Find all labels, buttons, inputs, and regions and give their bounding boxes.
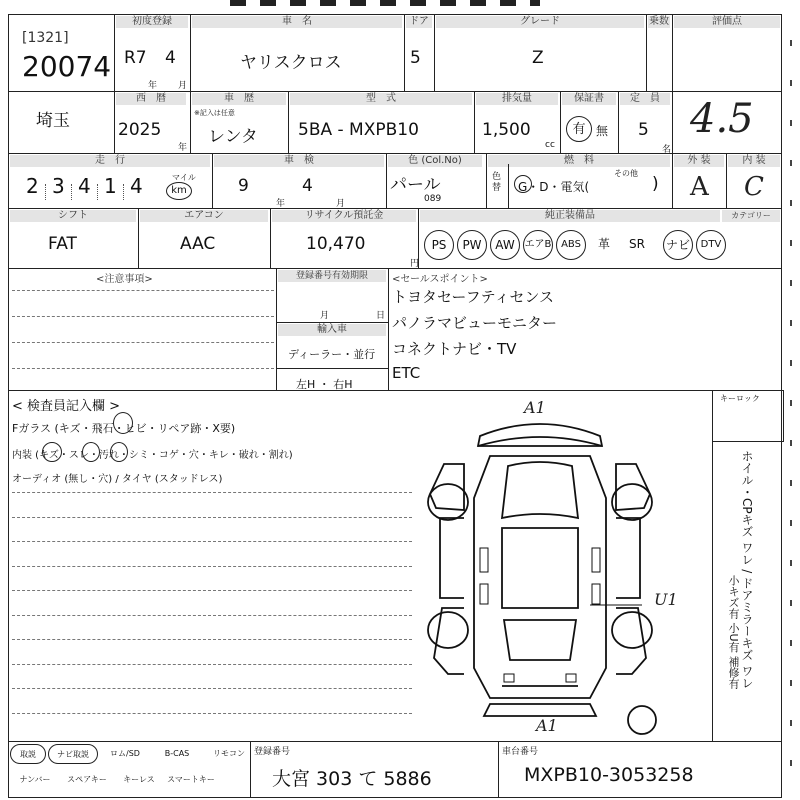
mileage-digit: 2 bbox=[26, 174, 39, 198]
interior-mark-3 bbox=[110, 442, 128, 462]
inspection-line bbox=[12, 541, 412, 542]
year-unit: 年 bbox=[148, 81, 158, 91]
right-edge-dashes bbox=[790, 40, 792, 780]
equipment-item: DTV bbox=[696, 230, 726, 260]
mileage-label: 走 行 bbox=[10, 155, 210, 167]
damage-mark-side: U1 bbox=[654, 590, 678, 609]
inspection-title: < 検査員記入欄 > bbox=[12, 399, 121, 414]
plate-value: 大宮 303 て 5886 bbox=[272, 768, 432, 790]
footer-check-item: スマートキー bbox=[167, 775, 215, 784]
ac-label: エアコン bbox=[140, 210, 268, 222]
inspection-line-3: オーディオ (無し・穴) / タイヤ (スタッドレス) bbox=[12, 474, 223, 485]
sales-point: ETC bbox=[392, 364, 421, 382]
footer-check-item: ロム/SD bbox=[110, 749, 140, 758]
history-note: ※記入は任意 bbox=[194, 109, 235, 117]
inspection-line bbox=[12, 664, 412, 665]
reg-expiry-label: 登録番号有効期限 bbox=[278, 270, 386, 282]
yen-unit: 円 bbox=[410, 259, 420, 269]
inspection-line-1: Fガラス (キズ・飛石・ヒビ・リペア跡・X要) bbox=[12, 422, 236, 435]
score-label: 評価点 bbox=[674, 16, 780, 28]
fuel-side-label: 色替 bbox=[492, 172, 502, 193]
clipped-title-strip bbox=[230, 0, 540, 6]
equipment-item: SR bbox=[629, 237, 645, 251]
history-value: レンタ bbox=[208, 127, 258, 147]
recycle-value: 10,470 bbox=[306, 234, 366, 254]
equipment-row bbox=[420, 230, 782, 264]
reg-expiry-month: 月 bbox=[320, 311, 330, 321]
fuel-label: 燃 料 bbox=[488, 155, 670, 167]
shaken-year-unit: 年 bbox=[276, 199, 286, 209]
steering: 左H ・ 右H bbox=[296, 378, 353, 391]
import-label: 輸入車 bbox=[278, 324, 386, 336]
footer-check-item: リモコン bbox=[213, 749, 245, 758]
footer-check-item: スペアキー bbox=[67, 775, 107, 784]
exterior-label: 外 装 bbox=[674, 155, 724, 167]
lot-number: 20074 bbox=[22, 50, 112, 83]
side-note-1: ホイル・CPキズ ワレ / ドアミラーキズ ワレ bbox=[740, 450, 754, 689]
sales-point: パノラマビューモニター bbox=[392, 314, 558, 332]
inspection-line bbox=[12, 639, 412, 640]
equipment-item: 革 bbox=[597, 237, 610, 251]
reg-expiry-day: 日 bbox=[376, 311, 386, 321]
inspection-line bbox=[12, 517, 412, 518]
keylock-label: キーロック bbox=[720, 394, 760, 403]
shaken-year: 9 bbox=[238, 176, 249, 196]
damage-mark-rear: A1 bbox=[536, 716, 558, 735]
equipment-item: PW bbox=[457, 230, 487, 260]
inspection-line bbox=[12, 688, 412, 689]
mileage-digit: 3 bbox=[52, 174, 65, 198]
displacement-label: 排気量 bbox=[476, 93, 558, 105]
region: 埼玉 bbox=[36, 111, 70, 131]
color-code: 089 bbox=[424, 194, 442, 204]
fuel-other: その他 bbox=[614, 169, 638, 178]
doors-label: ドア bbox=[406, 16, 432, 28]
car-name-label: 車 名 bbox=[192, 16, 402, 28]
mileage-digit: 4 bbox=[130, 174, 143, 198]
grade-value: Z bbox=[532, 48, 544, 68]
caution-label: <注意事項> bbox=[96, 274, 153, 285]
grade-label: グレード bbox=[436, 16, 644, 28]
sales-point: コネクトナビ・TV bbox=[392, 340, 517, 358]
shift-label: シフト bbox=[10, 210, 136, 222]
history-label: 車 歴 bbox=[192, 93, 286, 105]
shaken-month: 4 bbox=[302, 176, 313, 196]
mileage-unit-mile: マイル bbox=[172, 173, 196, 182]
fuel-close: ) bbox=[652, 174, 659, 194]
footer-check-item: ナビ取説 bbox=[48, 744, 98, 764]
year-label: 西 暦 bbox=[116, 93, 186, 105]
sales-label: <セールスポイント> bbox=[392, 274, 488, 285]
score-value: 4.5 bbox=[690, 96, 754, 142]
warranty-label: 保証書 bbox=[562, 93, 616, 105]
damage-mark-front: A1 bbox=[524, 398, 546, 417]
cc-unit: cc bbox=[545, 140, 555, 150]
footer-check-item: 取説 bbox=[10, 744, 46, 764]
equipment-item: エアB bbox=[523, 230, 553, 260]
warranty-no: 無 bbox=[596, 124, 609, 138]
chassis-value: MXPB10-3053258 bbox=[524, 764, 694, 786]
fuel-g-circle bbox=[514, 175, 532, 193]
fuel-options: G・D・電気( bbox=[518, 180, 590, 194]
capacity-unit: 名 bbox=[662, 145, 672, 155]
interior-mark-2 bbox=[82, 442, 100, 462]
mileage-unit-km: km bbox=[166, 182, 192, 200]
exterior-value: A bbox=[690, 172, 709, 202]
car-name: ヤリスクロス bbox=[240, 53, 342, 73]
interior-value: C bbox=[744, 172, 764, 202]
footer-check-item: ナンバー bbox=[19, 775, 51, 784]
import-type: ディーラー・並行 bbox=[288, 348, 376, 361]
digit-separator bbox=[45, 184, 46, 200]
capacity-label: 定 員 bbox=[620, 93, 670, 105]
ac-value: AAC bbox=[180, 234, 216, 254]
inspection-line bbox=[12, 492, 412, 493]
sales-point: トヨタセーフティセンス bbox=[392, 288, 555, 306]
displacement-value: 1,500 bbox=[482, 120, 531, 140]
capacity-value: 5 bbox=[638, 120, 649, 140]
mileage-digit: 1 bbox=[104, 174, 117, 198]
inspection-line bbox=[12, 713, 412, 714]
recycle-label: リサイクル預託金 bbox=[272, 210, 416, 222]
first-reg-label: 初度登録 bbox=[116, 16, 188, 28]
interior-mark-1 bbox=[42, 442, 62, 462]
year-value: 2025 bbox=[118, 120, 162, 140]
chassis-label: 車台番号 bbox=[502, 747, 539, 757]
equipment-item: AW bbox=[490, 230, 520, 260]
doors-value: 5 bbox=[410, 48, 421, 68]
digit-separator bbox=[71, 184, 72, 200]
equipment-item: PS bbox=[424, 230, 454, 260]
model-value: 5BA - MXPB10 bbox=[298, 120, 419, 140]
car-damage-diagram bbox=[420, 398, 660, 748]
shaken-label: 車 検 bbox=[214, 155, 384, 167]
color-value: パール bbox=[390, 175, 441, 195]
mileage-digit: 4 bbox=[78, 174, 91, 198]
color-label: 色 (Col.No) bbox=[388, 155, 482, 167]
inspection-line bbox=[12, 590, 412, 591]
interior-label: 内 装 bbox=[728, 155, 780, 167]
inspection-line bbox=[12, 566, 412, 567]
digit-separator bbox=[123, 184, 124, 200]
equipment-item: ABS bbox=[556, 230, 586, 260]
footer-check-item: B-CAS bbox=[164, 749, 190, 758]
warranty-yes: 有 bbox=[566, 116, 592, 142]
footer-check-item: キーレス bbox=[123, 775, 155, 784]
year-unit-2: 年 bbox=[178, 143, 188, 153]
category-label: カテゴリー bbox=[722, 210, 780, 222]
inspection-line-2: 内装 (キズ・スレ・汚れ・シミ・コゲ・穴・キレ・破れ・割れ) bbox=[12, 450, 293, 461]
model-label: 型 式 bbox=[290, 93, 472, 105]
inspection-line bbox=[12, 615, 412, 616]
month-unit: 月 bbox=[178, 81, 188, 91]
equipment-item: ナビ bbox=[663, 230, 693, 260]
digit-separator bbox=[97, 184, 98, 200]
gear-label: 乗数 bbox=[649, 16, 669, 27]
equipment-label: 純正装備品 bbox=[420, 210, 720, 222]
side-note-2: 小キズ有 小U有 補修有 bbox=[727, 575, 740, 690]
first-reg-era: R7 bbox=[124, 48, 147, 68]
lot-label: [1321] bbox=[22, 30, 69, 46]
shaken-month-unit: 月 bbox=[336, 199, 346, 209]
fglass-mark bbox=[113, 412, 133, 434]
first-reg-month: 4 bbox=[165, 48, 176, 68]
shift-value: FAT bbox=[48, 234, 77, 254]
plate-label: 登録番号 bbox=[254, 747, 291, 757]
